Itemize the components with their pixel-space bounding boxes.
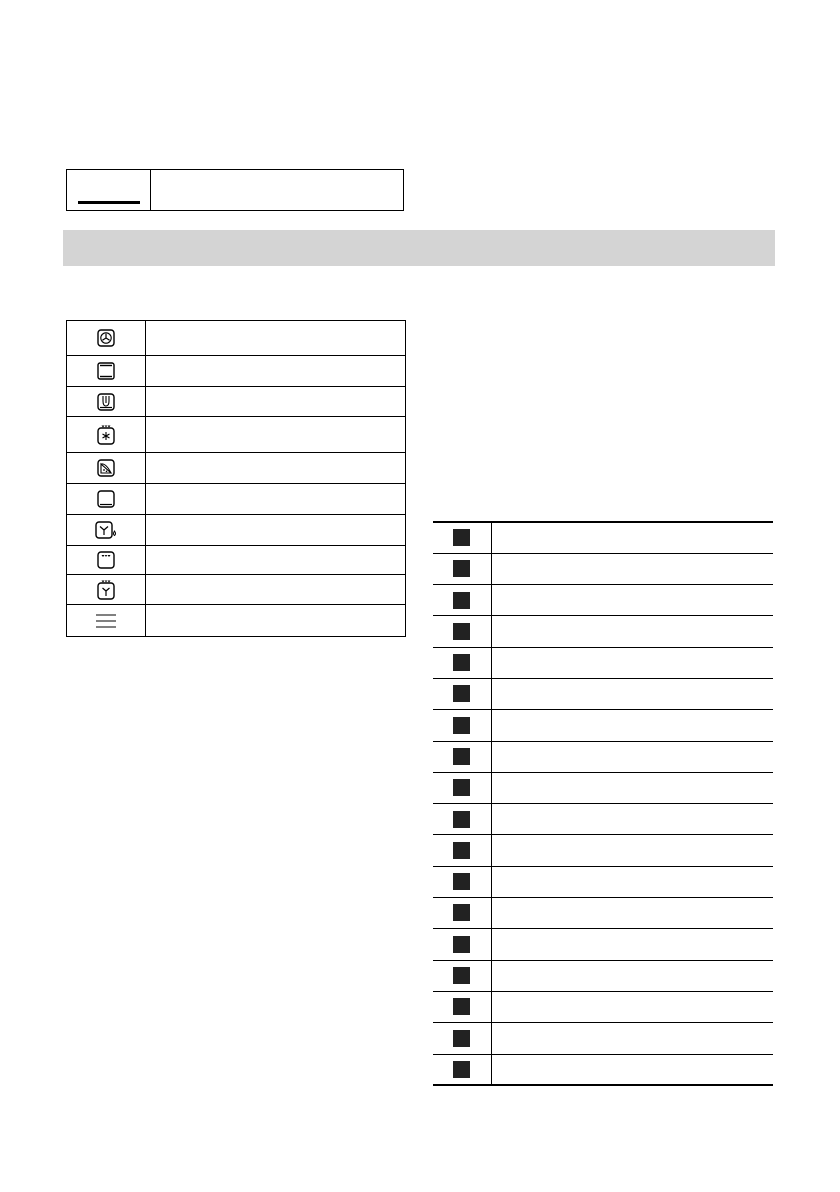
filled-square-icon (453, 685, 470, 702)
function-row (67, 356, 406, 387)
function-row (67, 321, 406, 356)
checklist-label (491, 835, 773, 866)
checklist-row (433, 835, 773, 866)
checklist-row (433, 522, 773, 553)
function-row (67, 575, 406, 605)
checklist-label (491, 1023, 773, 1054)
filled-square-icon (453, 811, 470, 828)
checklist-row (433, 898, 773, 929)
top-bottom-heat-icon (97, 362, 115, 380)
checklist-row (433, 585, 773, 616)
filled-square-icon (453, 654, 470, 671)
function-icon-cell (67, 605, 146, 637)
checklist-row (433, 960, 773, 991)
filled-square-icon (453, 779, 470, 796)
checkbox-cell (433, 866, 491, 897)
checkbox-cell (433, 991, 491, 1022)
function-label (146, 387, 406, 417)
header-table (66, 169, 404, 211)
checkbox-cell (433, 835, 491, 866)
bottom-heat-icon (97, 490, 115, 508)
filled-square-icon (453, 1061, 470, 1078)
checklist-label (491, 991, 773, 1022)
function-row (67, 387, 406, 417)
checklist-row (433, 1023, 773, 1054)
function-label (146, 484, 406, 515)
function-label (146, 453, 406, 484)
function-icon-cell (67, 321, 146, 356)
filled-square-icon (453, 717, 470, 734)
menu-icon (96, 613, 116, 629)
turbo-grill-icon (97, 580, 115, 600)
checklist-row (433, 616, 773, 647)
function-row (67, 546, 406, 575)
checklist-label (491, 898, 773, 929)
function-label (146, 515, 406, 546)
function-icon-cell (67, 453, 146, 484)
checkbox-cell (433, 553, 491, 584)
checklist-label (491, 960, 773, 991)
function-icon-cell (67, 417, 146, 453)
checkbox-cell (433, 1023, 491, 1054)
checkbox-cell (433, 804, 491, 835)
function-icon-cell (67, 575, 146, 605)
header-table-right-cell (151, 170, 403, 210)
function-label (146, 605, 406, 637)
checklist-row (433, 741, 773, 772)
filled-square-icon (453, 904, 470, 921)
function-label (146, 575, 406, 605)
function-label (146, 417, 406, 453)
filled-square-icon (453, 560, 470, 577)
checklist-row (433, 804, 773, 835)
underline-bar-icon (78, 201, 140, 204)
filled-square-icon (453, 873, 470, 890)
checkbox-cell (433, 772, 491, 803)
function-row (67, 417, 406, 453)
checkbox-cell (433, 960, 491, 991)
checkbox-cell (433, 678, 491, 709)
checklist-label (491, 804, 773, 835)
function-row (67, 453, 406, 484)
bottom-heat-fan-icon (97, 393, 115, 411)
checkbox-cell (433, 522, 491, 553)
function-label (146, 546, 406, 575)
checkbox-cell (433, 1054, 491, 1085)
moist-fan-icon (95, 521, 117, 539)
checklist-row (433, 929, 773, 960)
filled-square-icon (453, 842, 470, 859)
fan-forced-icon (97, 329, 115, 347)
filled-square-icon (453, 1030, 470, 1047)
checklist-label (491, 616, 773, 647)
filled-square-icon (453, 998, 470, 1015)
checklist-row (433, 866, 773, 897)
function-row (67, 605, 406, 637)
filled-square-icon (453, 592, 470, 609)
checklist-label (491, 522, 773, 553)
function-row (67, 515, 406, 546)
function-icon-cell (67, 387, 146, 417)
checklist-label (491, 1054, 773, 1085)
checklist-row (433, 1054, 773, 1085)
checklist-row (433, 647, 773, 678)
checklist-label (491, 741, 773, 772)
checklist-table (433, 521, 773, 1086)
filled-square-icon (453, 967, 470, 984)
checkbox-cell (433, 616, 491, 647)
function-icon-cell (67, 484, 146, 515)
checkbox-cell (433, 741, 491, 772)
defrost-icon (97, 425, 115, 445)
checklist-label (491, 585, 773, 616)
function-icon-cell (67, 356, 146, 387)
checklist-label (491, 678, 773, 709)
function-icon-cell (67, 546, 146, 575)
checklist-row (433, 710, 773, 741)
checklist-row (433, 678, 773, 709)
checklist-label (491, 772, 773, 803)
function-label (146, 356, 406, 387)
function-label (146, 321, 406, 356)
checkbox-cell (433, 898, 491, 929)
checklist-row (433, 991, 773, 1022)
checklist-label (491, 929, 773, 960)
filled-square-icon (453, 529, 470, 546)
grill-icon (97, 551, 115, 569)
checklist-label (491, 866, 773, 897)
filled-square-icon (453, 936, 470, 953)
checkbox-cell (433, 647, 491, 678)
checklist-row (433, 553, 773, 584)
checklist-row (433, 772, 773, 803)
checkbox-cell (433, 710, 491, 741)
pizza-icon (97, 459, 115, 477)
filled-square-icon (453, 748, 470, 765)
oven-functions-table (66, 320, 406, 637)
checkbox-cell (433, 585, 491, 616)
checkbox-cell (433, 929, 491, 960)
function-row (67, 484, 406, 515)
function-icon-cell (67, 515, 146, 546)
filled-square-icon (453, 623, 470, 640)
checklist-label (491, 553, 773, 584)
checklist-label (491, 710, 773, 741)
header-table-left-cell (67, 170, 151, 210)
section-title-band (63, 230, 775, 266)
checklist-label (491, 647, 773, 678)
